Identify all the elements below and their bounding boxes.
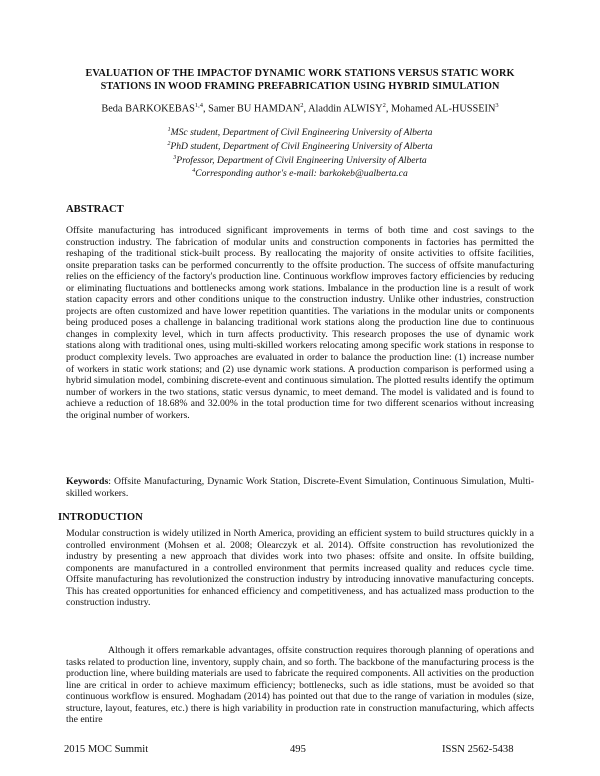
author-name: Mohamed AL-HUSSEIN (390, 103, 496, 115)
author-sup: 2 (382, 102, 386, 109)
affiliation: $^1$MSc student, Department of Civil Engineering University of Alberta (167, 127, 433, 139)
footer-conference: 2015 MOC Summit (64, 744, 149, 755)
author-name: Beda BARKOKEBAS (101, 103, 195, 115)
introduction-paragraph: Modular construction is widely utilized in North America, providing an efficient system to build structures quickly in a controlled environment (Mohsen et al. 2008; Olearczyk et al. 2014). Offsite construction has revolutionized the industry by presenting a new approach that divides work into two phases: offsite and onsite. In offsite building, components are manufactured in a controlled environment that permits increased quality and reduces cycle time. Offsite manufacturing has revolutionized the construction industry by introducing innovative manufacturing concepts. This has created opportunities for enhanced efficiency and competitiveness, and has actualized mass production to the construction industry. (66, 528, 534, 609)
introduction-heading: INTRODUCTION (58, 512, 143, 523)
paper-title: EVALUATION OF THE IMPACTOF DYNAMIC WORK STATIONS VERSUS STATIC WORK STATIONS IN WOOD FRAMING PREFABRICATION USING HYBRID SIMULATION (85, 68, 515, 92)
author-sup: 2 (300, 102, 304, 109)
abstract-text: Offsite manufacturing has introduced significant improvements in terms of both time and cost savings to the construction industry. The fabrication of modular units and construction components in factories has permitted the reshaping of the traditional stick-built process. By reallocating the majority of onsite activities to offsite facilities, onsite preparation tasks can be performed concurrently to the offsite production. The success of offsite manufacturing relies on the efficiency of the factory's production line. Continuous workflow improves factory efficiencies by reducing or eliminating fluctuations and bottlenecks among work stations. Imbalance in the production line is a result of work station capacity errors and other conditions unique to the construction industry. Unlike other industries, construction projects are often customized and have lower repetition quantities. The variations in the modular units or components being produced poses a challenge in balancing traditional work stations along the production line due to continuous changes in complexity level, which in turn affects productivity. This research proposes the use of dynamic work stations along with traditional ones, using multi-skilled workers relocating among specific work stations in response to product complexity levels. Two approaches are evaluated in order to balance the production line: (1) increase number of workers in static work stations; and (2) use dynamic work stations. A production comparison is performed using a hybrid simulation model, combining discrete-event and continuous simulation. The plotted results identify the optimum number of workers in the two stations, static versus dynamic, to meet demand. The model is validated and is found to achieve a reduction of 18.68% and 32.00% in the total production time for two different scenarios without increasing the original number of workers. (66, 225, 534, 421)
keywords-text: : Offsite Manufacturing, Dynamic Work Station, Discrete-Event Simulation, Continuous Simulation, Multi-skilled workers. (66, 476, 534, 499)
author-sup: 3 (495, 102, 499, 109)
author-name: Aladdin ALWISY (308, 103, 383, 115)
abstract-heading: ABSTRACT (66, 204, 124, 215)
footer-issn: ISSN 2562-5438 (442, 744, 514, 755)
affiliation: $^4$Corresponding author's e-mail: barkokeb@ualberta.ca (192, 168, 408, 180)
author-sup: 1,4 (194, 102, 204, 109)
author-name: Samer BU HAMDAN (208, 103, 301, 115)
affiliation-list (60, 125, 540, 180)
keywords-label: Keywords (66, 476, 109, 487)
footer-page-number: 495 (290, 744, 306, 755)
author-list: Beda BARKOKEBAS$^{1,4}$, Samer BU HAMDAN$^2$, Aladdin ALWISY$^2$, Mohamed AL-HUSSEIN$^3$ (101, 102, 499, 115)
keywords (66, 476, 534, 499)
affiliation: $^3$Professor, Department of Civil Engineering University of Alberta (173, 154, 427, 166)
introduction-paragraph: Although it offers remarkable advantages, offsite construction requires thorough planning of operations and tasks related to production line, inventory, supply chain, and so forth. The backbone of the manufacturing process is the production line, where building materials are used to fabricate the required components. All activities on the production line are critical in order to achieve maximum efficiency; bottlenecks, such as idle stations, must be avoided so that continuous workflow is ensured. Moghadam (2014) has pointed out that due to the range of variation in modules (size, structure, layout, features, etc.) there is high variability in production rate in construction manufacturing, which affects the entire (66, 645, 534, 726)
affiliation: $^2$PhD student, Department of Civil Engineering University of Alberta (167, 140, 433, 152)
